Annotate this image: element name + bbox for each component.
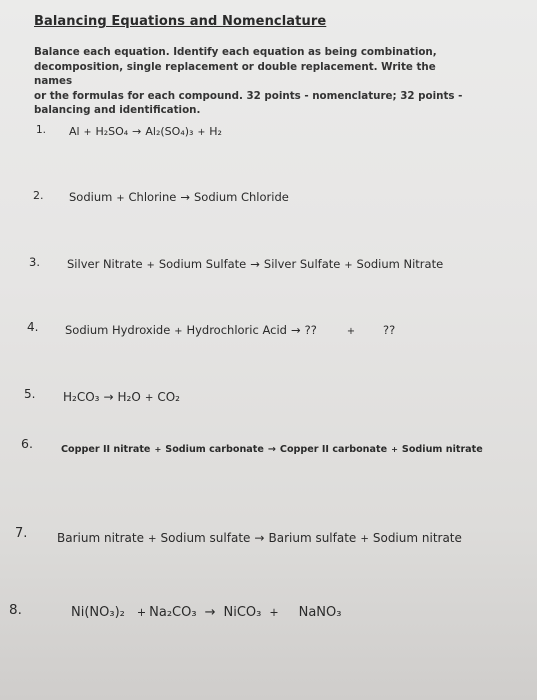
product: Sodium Nitrate	[356, 257, 444, 271]
reaction-arrow: →	[103, 390, 114, 404]
reactant: Sodium carbonate	[165, 444, 264, 455]
product: Barium sulfate	[268, 531, 357, 545]
product: H₂O	[117, 390, 141, 404]
plus-sign: +	[146, 260, 155, 271]
reaction-arrow: →	[180, 190, 190, 204]
plus-sign: +	[116, 193, 125, 204]
plus-sign: +	[136, 606, 147, 619]
reactant: Silver Nitrate	[67, 257, 143, 271]
plus-sign: +	[269, 606, 279, 619]
instructions	[34, 45, 474, 118]
question-number: 7.	[15, 526, 28, 541]
plus-sign: +	[197, 127, 206, 138]
question-number: 6.	[21, 436, 33, 451]
question-equation-7	[57, 531, 462, 545]
reaction-arrow: →	[267, 444, 276, 455]
product: Copper II carbonate	[279, 444, 388, 455]
question-equation-6	[61, 444, 483, 455]
plus-sign: +	[391, 444, 398, 454]
product: Sodium Chloride	[194, 190, 289, 204]
product: H₂	[209, 125, 222, 138]
reactant: Ni(NO₃)₂	[71, 605, 125, 620]
plus-sign: +	[344, 260, 353, 271]
question-equation-5	[63, 390, 180, 404]
reaction-arrow: →	[290, 323, 301, 337]
reactant: Sodium Hydroxide	[65, 323, 171, 337]
plus-sign: +	[83, 127, 92, 138]
product: NiCO₃	[223, 605, 262, 620]
reactant: Sodium	[69, 190, 113, 204]
product: ??	[383, 323, 396, 337]
product: ??	[304, 323, 317, 337]
reaction-arrow: →	[250, 257, 260, 271]
reactant: Na₂CO₃	[149, 605, 197, 620]
instruction-line: Balance each equation. Identify each equation as being combination,	[34, 46, 437, 58]
worksheet-title: Balancing Equations and Nomenclature	[34, 14, 327, 29]
product: Sodium nitrate	[372, 531, 462, 545]
question-equation-3	[67, 257, 443, 271]
reactant: Hydrochloric Acid	[186, 323, 287, 337]
instruction-line: or the formulas for each compound. 32 points - nomenclature; 32 points -	[34, 89, 463, 102]
instruction-line: balancing and identification.	[34, 104, 201, 116]
product: CO₂	[157, 390, 180, 404]
product: Al₂(SO₄)₃	[145, 125, 194, 138]
product: Silver Sulfate	[263, 257, 341, 271]
plus-sign: +	[154, 444, 162, 454]
question-equation-2	[69, 190, 289, 204]
question-number: 1.	[36, 124, 47, 136]
question-number: 2.	[33, 189, 44, 202]
reactant: Al	[69, 125, 80, 138]
plus-sign: +	[360, 534, 369, 545]
plus-sign: +	[346, 326, 355, 337]
reactant: H₂SO₄	[95, 125, 129, 138]
question-equation-4	[65, 323, 395, 337]
instruction-line: decomposition, single replacement or double replacement. Write the names	[34, 60, 436, 87]
reactant: Chlorine	[128, 190, 177, 204]
plus-sign: +	[144, 393, 154, 404]
plus-sign: +	[147, 534, 157, 545]
question-equation-1	[69, 125, 222, 138]
plus-sign: +	[174, 326, 183, 337]
question-number: 3.	[29, 255, 40, 269]
reactant: Barium nitrate	[57, 531, 144, 545]
reaction-arrow: →	[204, 605, 216, 620]
reactant: H₂CO₃	[63, 390, 100, 404]
product: Sodium nitrate	[401, 444, 483, 455]
reaction-arrow: →	[254, 531, 265, 545]
product: NaNO₃	[298, 605, 342, 620]
question-number: 8.	[9, 602, 22, 618]
reaction-arrow: →	[132, 125, 142, 138]
reactant: Sodium Sulfate	[158, 257, 247, 271]
reactant: Copper II nitrate	[61, 444, 151, 455]
reactant: Sodium sulfate	[160, 531, 251, 545]
question-equation-8	[71, 605, 341, 620]
question-number: 5.	[24, 387, 36, 401]
question-number: 4.	[27, 320, 39, 334]
